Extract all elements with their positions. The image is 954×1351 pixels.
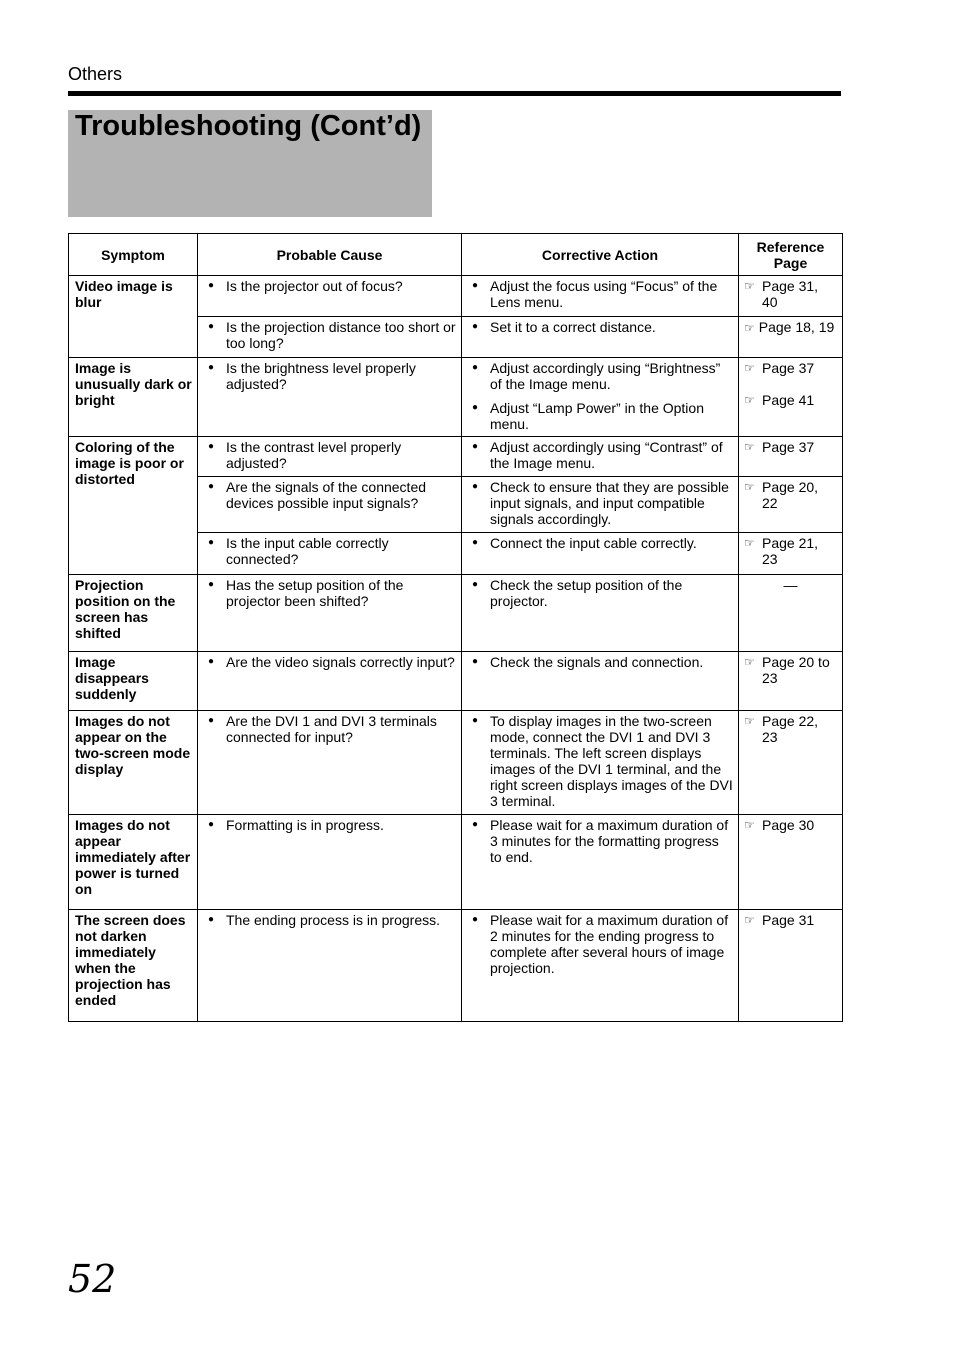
symptom-cell: The screen does not darken immediately when the projection has ended bbox=[69, 910, 198, 1022]
action-cell bbox=[462, 815, 739, 910]
reference-text: ☞ Page 30 bbox=[744, 817, 837, 833]
reference-text: ☞ Page 20 to 23 bbox=[744, 654, 837, 686]
cause-cell bbox=[198, 276, 462, 317]
page-title: Troubleshooting (Cont’d) bbox=[75, 110, 422, 142]
cause-text: ● Is the contrast level properly adjusted? bbox=[208, 439, 456, 471]
cause-text: ● Formatting is in progress. bbox=[208, 817, 456, 833]
reference-text: ☞ Page 20, 22 bbox=[744, 479, 837, 511]
action-text: ● To display images in the two-screen mode, connect the DVI 1 and DVI 3 terminals. The left screen displays images of the DVI 1 terminal, and the right screen displays images of the DVI 3 terminal. bbox=[472, 713, 733, 809]
symptom-cell: Projection position on the screen has shifted bbox=[69, 575, 198, 652]
cause-text: ● Is the projector out of focus? bbox=[208, 278, 456, 294]
header-rule bbox=[68, 91, 841, 96]
reference-cell bbox=[739, 437, 843, 477]
action-text: ● Check to ensure that they are possible input signals, and input compatible signals accordingly. bbox=[472, 479, 733, 527]
reference-text: ☞ Page 41 bbox=[744, 392, 837, 408]
page-number: 52 bbox=[68, 1257, 117, 1301]
reference-text: ☞ Page 37 bbox=[744, 439, 837, 455]
table-row bbox=[69, 910, 843, 1022]
table-row bbox=[69, 575, 843, 652]
action-cell bbox=[462, 910, 739, 1022]
reference-text: ☞ Page 18, 19 bbox=[744, 319, 837, 336]
symptom-cell: Images do not appear immediately after power is turned on bbox=[69, 815, 198, 910]
action-cell bbox=[462, 317, 739, 358]
action-text: ● Set it to a correct distance. bbox=[472, 319, 733, 335]
troubleshooting-table bbox=[68, 233, 843, 1022]
cause-text: ● Is the brightness level properly adjusted? bbox=[208, 360, 456, 392]
action-cell bbox=[462, 533, 739, 575]
action-text: ● Please wait for a maximum duration of 3 minutes for the formatting progress to end. bbox=[472, 817, 733, 865]
cause-cell bbox=[198, 652, 462, 711]
symptom-cell: Video image is blur bbox=[69, 276, 198, 358]
header-cause: Probable Cause bbox=[198, 234, 462, 276]
table-row bbox=[69, 276, 843, 317]
action-cell bbox=[462, 437, 739, 477]
reference-text: ☞ Page 31, 40 bbox=[744, 278, 837, 310]
reference-text: ☞ Page 22, 23 bbox=[744, 713, 837, 745]
cause-cell bbox=[198, 575, 462, 652]
symptom-cell: Image disappears suddenly bbox=[69, 652, 198, 711]
symptom-cell: Images do not appear on the two-screen mode display bbox=[69, 711, 198, 815]
action-cell bbox=[462, 477, 739, 533]
action-text: ● Check the setup position of the projector. bbox=[472, 577, 733, 609]
cause-text: ● Are the DVI 1 and DVI 3 terminals connected for input? bbox=[208, 713, 456, 745]
action-cell bbox=[462, 358, 739, 437]
reference-text: ☞ Page 21, 23 bbox=[744, 535, 837, 567]
cause-cell bbox=[198, 437, 462, 477]
action-cell bbox=[462, 575, 739, 652]
cause-cell bbox=[198, 815, 462, 910]
cause-text: ● Are the video signals correctly input? bbox=[208, 654, 456, 670]
table-header-row bbox=[69, 234, 843, 276]
reference-text: ☞ Page 37 bbox=[744, 360, 837, 376]
action-text: ● Please wait for a maximum duration of 2 minutes for the ending progress to complete after several hours of image projection. bbox=[472, 912, 733, 976]
cause-text: ● Are the signals of the connected devices possible input signals? bbox=[208, 479, 456, 511]
table-row bbox=[69, 358, 843, 437]
action-cell bbox=[462, 711, 739, 815]
title-box bbox=[68, 110, 432, 217]
reference-text: ☞ Page 31 bbox=[744, 912, 837, 928]
cause-cell bbox=[198, 711, 462, 815]
table-row bbox=[69, 437, 843, 477]
cause-text: ● Is the projection distance too short or too long? bbox=[208, 319, 456, 351]
action-text: ● Adjust accordingly using “Brightness” of the Image menu. bbox=[472, 360, 733, 392]
reference-cell bbox=[739, 317, 843, 358]
reference-cell bbox=[739, 276, 843, 317]
cause-cell bbox=[198, 910, 462, 1022]
cause-text: ● Has the setup position of the projector been shifted? bbox=[208, 577, 456, 609]
action-text: ● Adjust “Lamp Power” in the Option menu. bbox=[472, 400, 733, 432]
action-cell bbox=[462, 652, 739, 711]
symptom-cell: Image is unusually dark or bright bbox=[69, 358, 198, 437]
table-row bbox=[69, 652, 843, 711]
section-label: Others bbox=[68, 64, 123, 84]
cause-text: ● The ending process is in progress. bbox=[208, 912, 456, 928]
action-text: ● Connect the input cable correctly. bbox=[472, 535, 733, 551]
table-row bbox=[69, 711, 843, 815]
reference-cell bbox=[739, 711, 843, 815]
action-text: ● Check the signals and connection. bbox=[472, 654, 733, 670]
cause-cell bbox=[198, 477, 462, 533]
reference-cell bbox=[739, 358, 843, 437]
cause-text: ● Is the input cable correctly connected? bbox=[208, 535, 456, 567]
reference-cell bbox=[739, 652, 843, 711]
header-reference: Reference Page bbox=[739, 234, 843, 276]
cause-cell bbox=[198, 533, 462, 575]
action-text: ● Adjust accordingly using “Contrast” of the Image menu. bbox=[472, 439, 733, 471]
header-action: Corrective Action bbox=[462, 234, 739, 276]
reference-cell bbox=[739, 815, 843, 910]
reference-cell bbox=[739, 477, 843, 533]
reference-cell: — bbox=[739, 575, 843, 652]
reference-cell bbox=[739, 910, 843, 1022]
action-cell bbox=[462, 276, 739, 317]
cause-cell bbox=[198, 317, 462, 358]
header-symptom: Symptom bbox=[69, 234, 198, 276]
table-row bbox=[69, 815, 843, 910]
action-text: ● Adjust the focus using “Focus” of the Lens menu. bbox=[472, 278, 733, 310]
cause-cell bbox=[198, 358, 462, 437]
reference-cell bbox=[739, 533, 843, 575]
symptom-cell: Coloring of the image is poor or distorted bbox=[69, 437, 198, 575]
